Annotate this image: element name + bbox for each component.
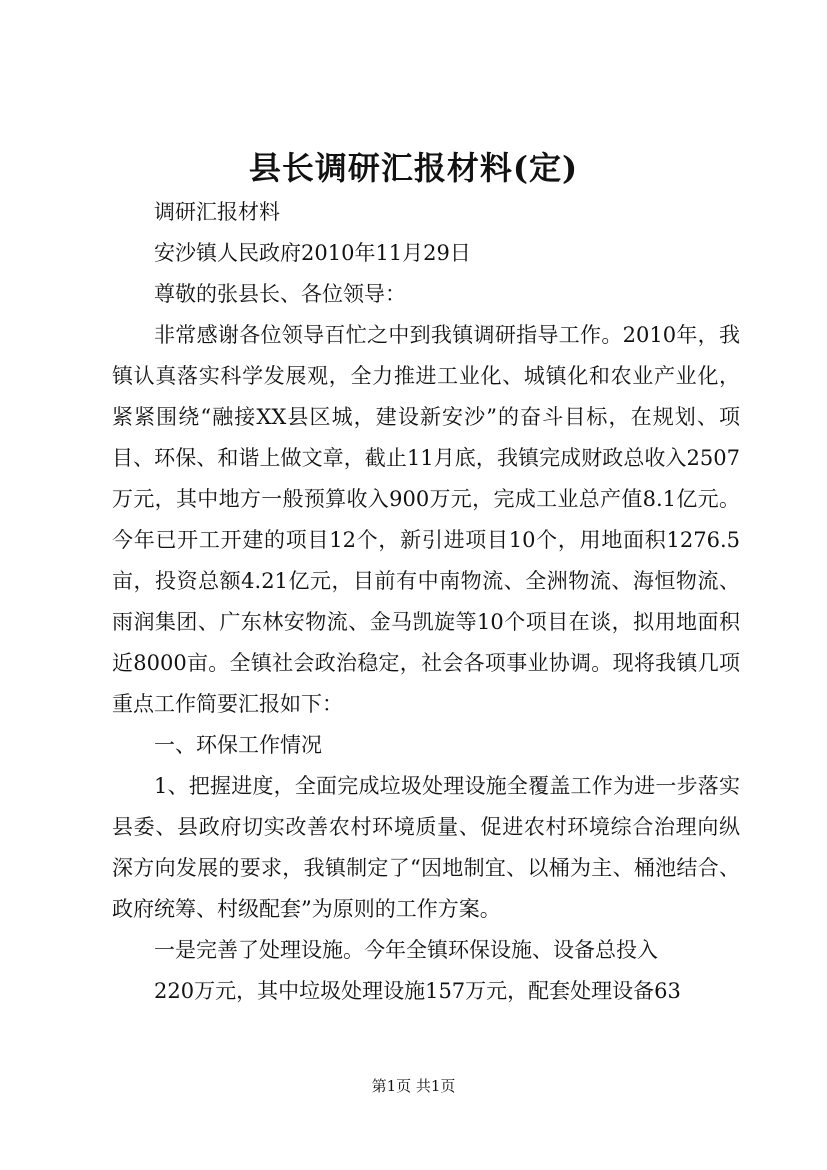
paragraph-heading: 调研汇报材料 xyxy=(154,200,280,224)
paragraph-issuer-date: 安沙镇人民政府2010年11月29日 xyxy=(154,241,471,265)
page-number-footer: 第1页 共1页 xyxy=(371,1077,456,1095)
paragraph-item-one: 1、把握进度，全面完成垃圾处理设施全覆盖工作为进一步落实县委、县政府切实改善农村环境质量、促进农村环境综合治理向纵深方向发展的要求，我镇制定了“因地制宜、以桶为主、桶池结合、政府统筹、村级配套”为原则的工作方案。 xyxy=(112,774,740,921)
paragraph-investment: 220万元，其中垃圾处理设施157万元，配套处理设备63 xyxy=(154,979,681,1003)
paragraph-section-heading: 一、环保工作情况 xyxy=(154,733,322,757)
paragraph-salutation: 尊敬的张县长、各位领导： xyxy=(154,282,406,306)
document-body xyxy=(112,192,740,1012)
document-title: 县长调研汇报材料(定) xyxy=(248,149,579,187)
paragraph-introduction: 非常感谢各位领导百忙之中到我镇调研指导工作。2010年，我镇认真落实科学发展观，全力推进工业化、城镇化和农业产业化，紧紧围绕“融接XX县区城，建设新安沙”的奋斗目标，在规划、项目、环保、和谐上做文章，截止11月底，我镇完成财政总收入2507万元，其中地方一般预算收入900万元，完成工业总产值8.1亿元。今年已开工开建的项目12个，新引进项目10个，用地面积1276.5亩，投资总额4.21亿元，目前有中南物流、全洲物流、海恒物流、雨润集团、广东林安物流、金马凯旋等10个项目在谈，拟用地面积近8000亩。全镇社会政治稳定，社会各项事业协调。现将我镇几项重点工作简要汇报如下： xyxy=(112,323,740,716)
paragraph-facilities: 一是完善了处理设施。今年全镇环保设施、设备总投入 xyxy=(154,938,658,962)
